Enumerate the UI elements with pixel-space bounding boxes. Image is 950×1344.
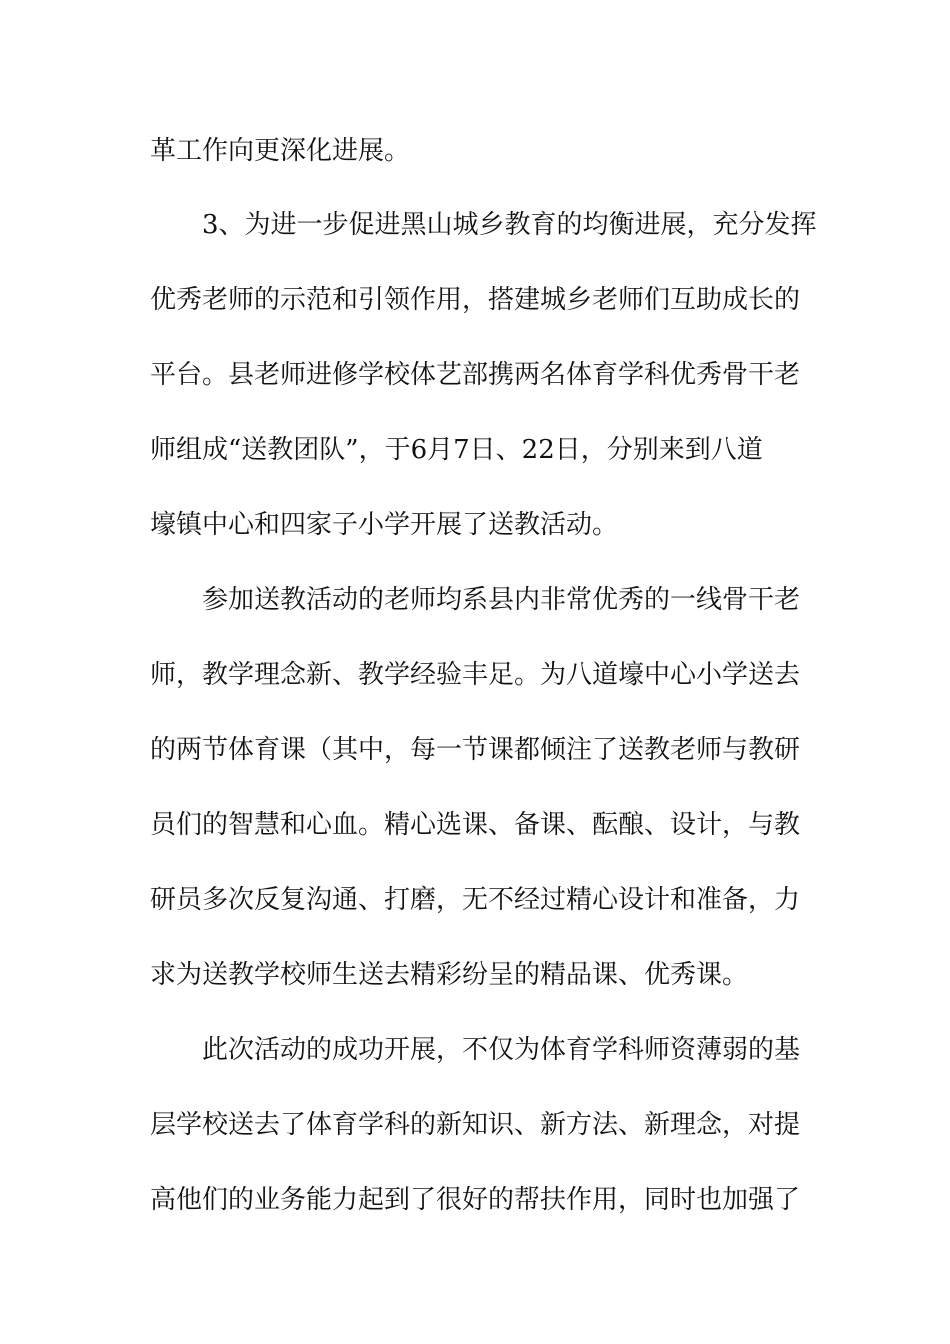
line-text: 平台。县老师进修学校体艺部携两名体育学科优秀骨干老 <box>150 360 801 390</box>
text-line <box>0 205 950 245</box>
text-line <box>0 505 950 545</box>
line-text: 此次活动的成功开展，不仅为体育学科师资薄弱的基 <box>202 1035 801 1065</box>
text-line <box>0 580 950 620</box>
line-text: 壕镇中心和四家子小学开展了送教活动。 <box>150 510 619 540</box>
text-line <box>0 280 950 320</box>
line-text: 层学校送去了体育学科的新知识、新方法、新理念，对提 <box>150 1110 801 1140</box>
text-line <box>0 355 950 395</box>
line-text: 研员多次反复沟通、打磨，无不经过精心设计和准备，力 <box>150 885 801 915</box>
line-text: 3、为进一步促进黑山城乡教育的均衡进展，充分发挥 <box>202 210 817 240</box>
line-text: 员们的智慧和心血。精心选课、备课、酝酿、设计，与教 <box>150 810 801 840</box>
line-text: 求为送教学校师生送去精彩纷呈的精品课、优秀课。 <box>150 960 749 990</box>
text-line <box>0 805 950 845</box>
line-text: 优秀老师的示范和引领作用，搭建城乡老师们互助成长的 <box>150 285 801 315</box>
text-line <box>0 1030 950 1070</box>
line-text: 高他们的业务能力起到了很好的帮扶作用，同时也加强了 <box>150 1185 801 1215</box>
text-line <box>0 880 950 920</box>
line-text: 师组成“送教团队”，于6月7日、22日，分别来到八道 <box>150 435 763 465</box>
line-text: 革工作向更深化进展。 <box>150 136 411 166</box>
text-line <box>0 131 950 171</box>
text-line <box>0 730 950 770</box>
line-text: 参加送教活动的老师均系县内非常优秀的一线骨干老 <box>202 585 801 615</box>
text-line <box>0 1105 950 1145</box>
line-text: 的两节体育课（其中，每一节课都倾注了送教老师与教研 <box>150 735 801 765</box>
line-text: 师，教学理念新、教学经验丰足。为八道壕中心小学送去 <box>150 660 801 690</box>
text-line <box>0 955 950 995</box>
text-line <box>0 655 950 695</box>
text-line <box>0 1180 950 1220</box>
text-line <box>0 430 950 470</box>
